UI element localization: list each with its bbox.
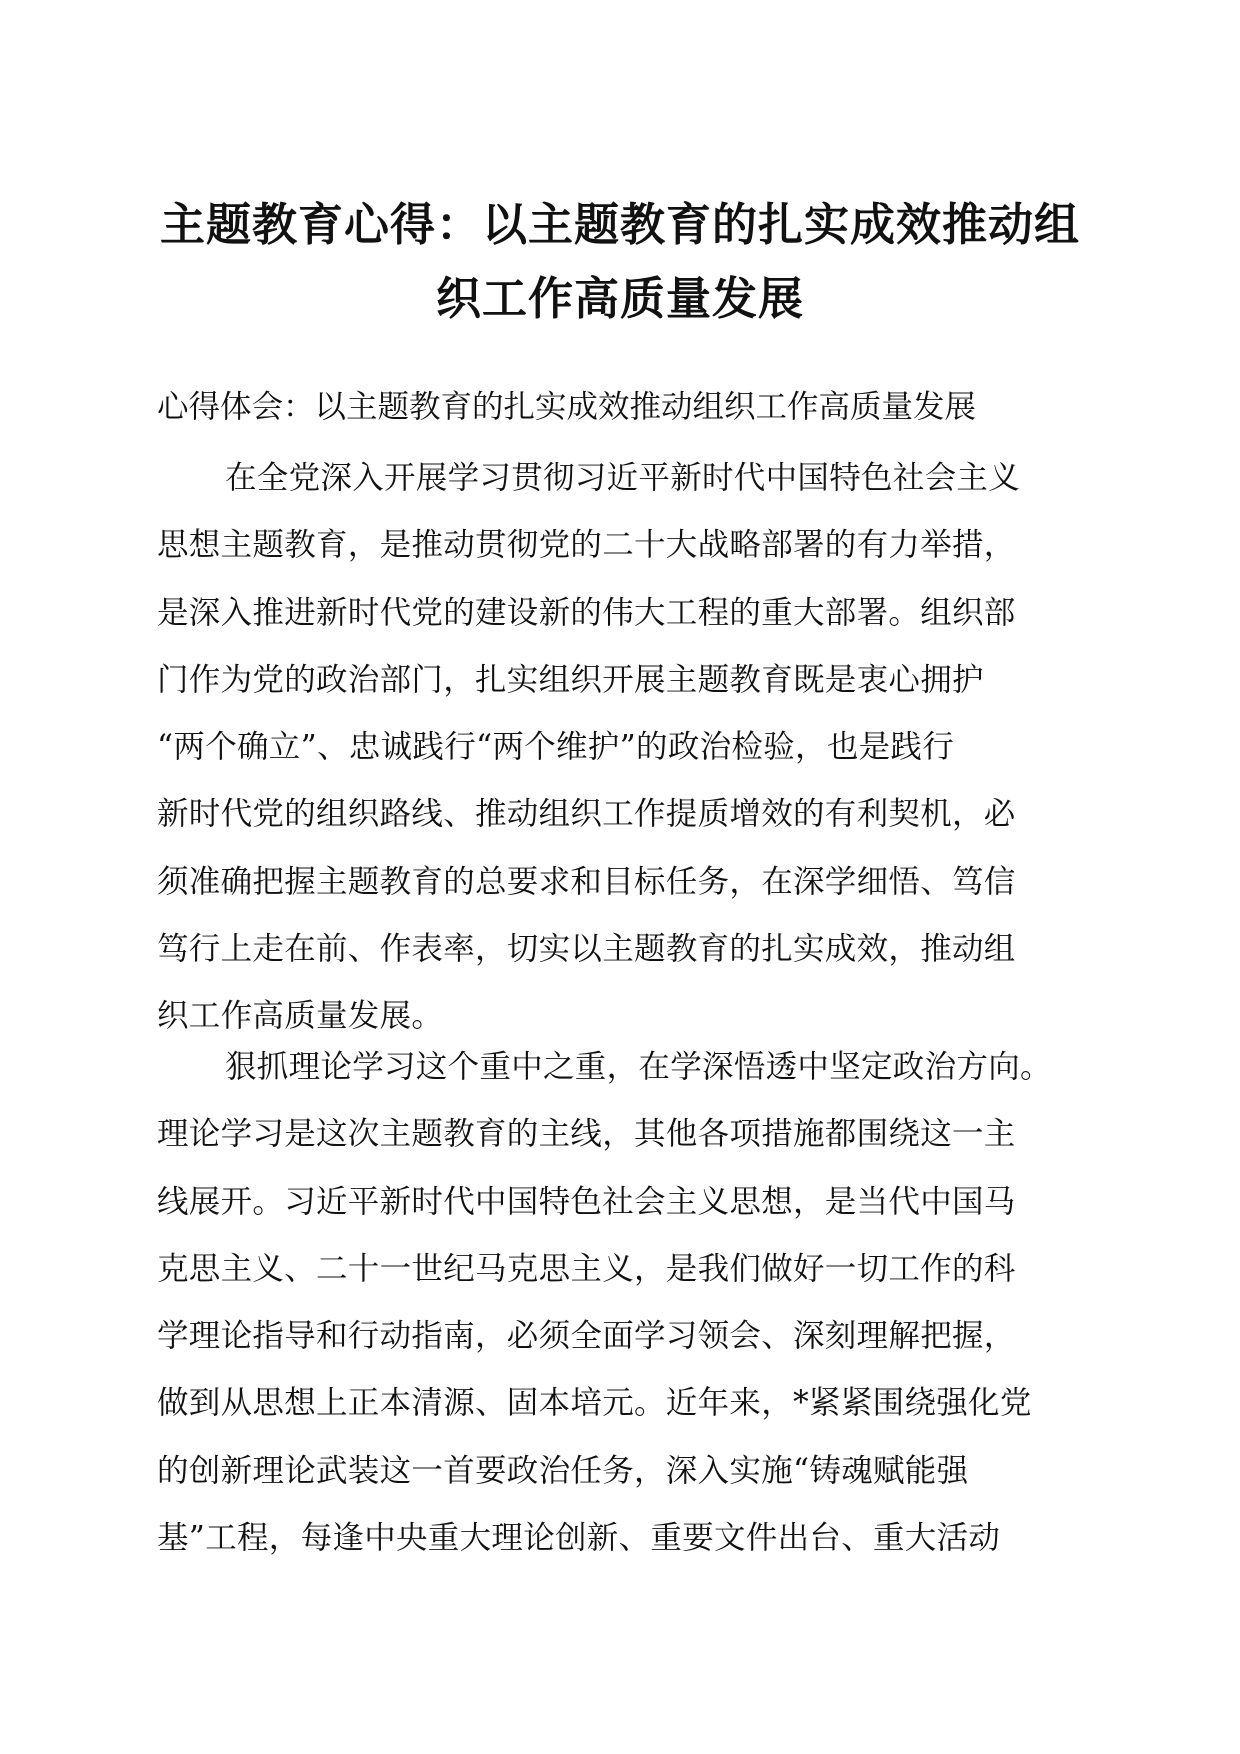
text-line: “两个确立”、忠诚践行“两个维护”的政治检验，也是践行 [157,729,955,766]
text-line: 线展开。习近平新时代中国特色社会主义思想，是当代中国马 [157,1183,1016,1220]
text-line: 学理论指导和行动指南，必须全面学习领会、深刻理解把握， [157,1318,1016,1355]
text-line: 克思主义、二十一世纪马克思主义，是我们做好一切工作的科 [157,1250,1016,1287]
text-line: 思想主题教育，是推动贯彻党的二十大战略部署的有力举措， [157,527,1016,564]
text-line: 做到从思想上正本清源、固本培元。近年来，*紧紧围绕强化党 [157,1385,1032,1422]
text-line: 门作为党的政治部门，扎实组织开展主题教育既是衷心拥护 [157,661,984,698]
text-line: 基”工程，每逢中央重大理论创新、重要文件出台、重大活动 [157,1520,1001,1557]
title-line: 织工作高质量发展 [435,272,804,325]
text-line: 理论学习是这次主题教育的主线，其他各项措施都围绕这一主 [157,1116,1016,1153]
document-subtitle: 心得体会：以主题教育的扎实成效推动组织工作高质量发展 [157,389,977,425]
paragraph-intro [157,445,1077,1051]
text-line: 织工作高质量发展。 [157,998,444,1035]
text-line: 在全党深入开展学习贯彻习近平新时代中国特色社会主义 [225,460,1021,496]
text-line: 的创新理论武装这一首要政治任务，深入实施“铸魂赋能强 [157,1452,969,1489]
text-line: 是深入推进新时代党的建设新的伟大工程的重大部署。组织部 [157,594,1016,631]
text-line: 须准确把握主题教育的总要求和目标任务，在深学细悟、笃信 [157,863,1016,900]
text-line: 新时代党的组织路线、推动组织工作提质增效的有利契机，必 [157,796,1016,833]
title-line: 主题教育心得：以主题教育的扎实成效推动组 [159,198,1080,251]
text-line: 狠抓理论学习这个重中之重，在学深悟透中坚定政治方向。 [225,1049,1052,1085]
paragraph-theory-study [157,1034,1077,1572]
document-title [150,188,1090,336]
text-line: 笃行上走在前、作表率，切实以主题教育的扎实成效，推动组 [157,931,1016,968]
